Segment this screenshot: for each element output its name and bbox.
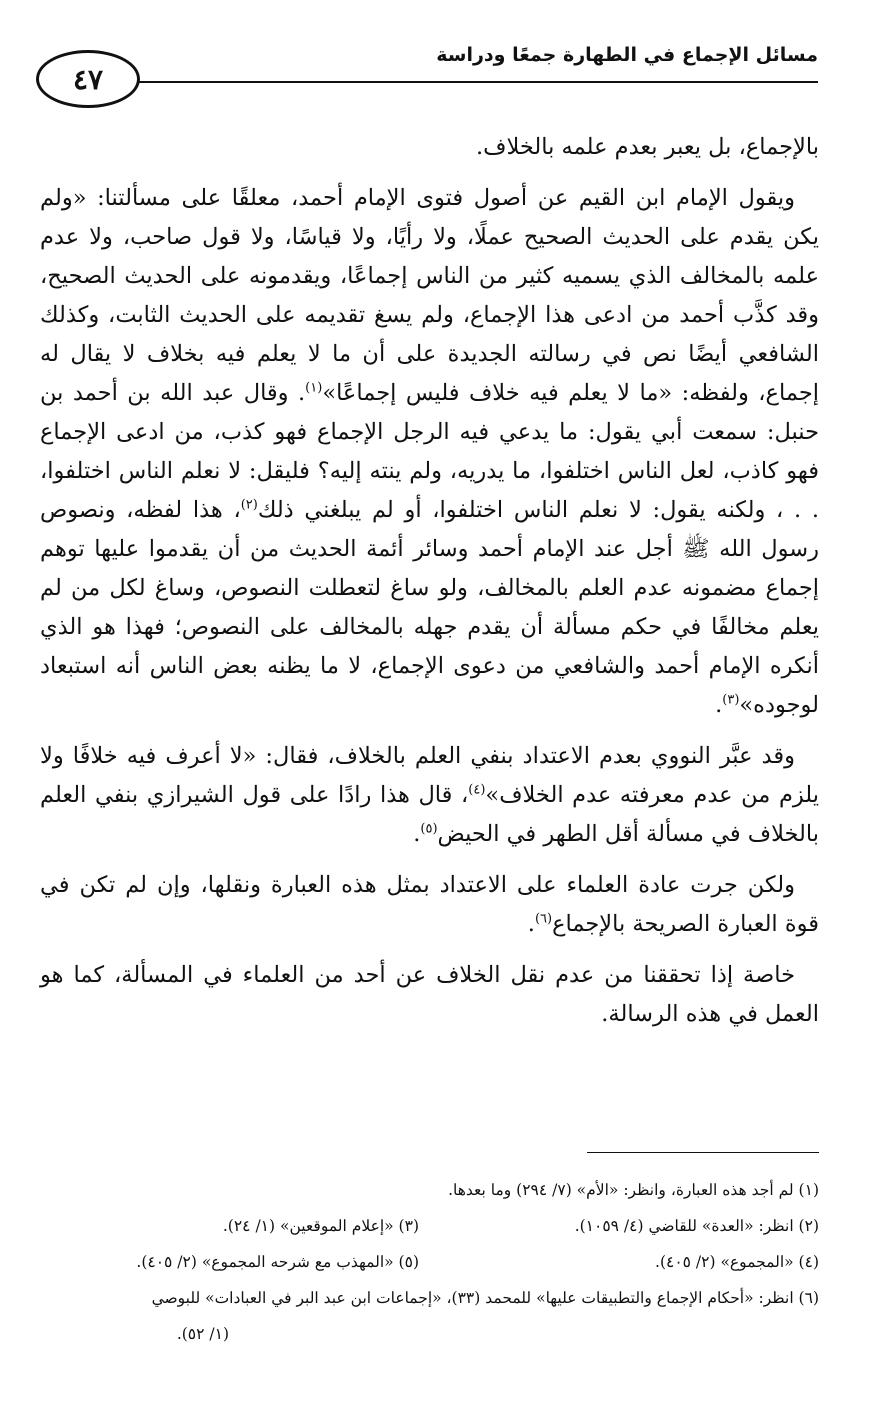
footnote-6: (٦) انظر: «أحكام الإجماع والتطبيقات عليها» للمحمد (٣٣)، «إجماعات ابن عبد البر في العبادات» للبوصي bbox=[151, 1289, 819, 1307]
footnote-2: (٢) انظر: «العدة» للقاضي (٤/ ١٠٥٩). bbox=[574, 1217, 819, 1235]
paragraph-4-end: . bbox=[527, 911, 535, 937]
footnote-row-4-5 bbox=[38, 1244, 819, 1280]
paragraph-2-part-b: . وقال عبد الله بن أحمد بن حنبل: سمعت أبي يقول: ما يدعي فيه الرجل الإجماع فهو كذب، من ادعى الإجماع فهو كاذب، لعل الناس اختلفوا، ما يدريه، ولم ينته إليه؟ فليقل: لا نعلم الناس اختلفوا، . . ، ولكنه يقول: لا نعلم الناس اختلفوا، أو لم يبلغني ذلك bbox=[40, 380, 819, 523]
footnote-1: (١) لم أجد هذه العبارة، وانظر: «الأم» (٧/ ٢٩٤) وما بعدها. bbox=[448, 1181, 819, 1199]
paragraph-3-end: . bbox=[413, 821, 421, 847]
footnote-ref-1[interactable]: (١) bbox=[305, 380, 323, 396]
footnote-ref-5[interactable]: (٥) bbox=[420, 821, 438, 837]
header-rule bbox=[136, 81, 818, 83]
footnotes bbox=[38, 1172, 819, 1352]
footnote-4: (٤) «المجموع» (٢/ ٤٠٥). bbox=[655, 1253, 819, 1271]
paragraph-2 bbox=[40, 179, 819, 725]
paragraph-3 bbox=[40, 737, 819, 854]
paragraph-2-end: . bbox=[715, 692, 723, 718]
paragraph-3-part-b: ، قال هذا رادًا على قول الشيرازي بنفي العلم بالخلاف في مسألة أقل الطهر في الحيض bbox=[40, 782, 819, 847]
page-header bbox=[36, 38, 818, 116]
page-number-oval bbox=[36, 50, 140, 108]
paragraph-4-text: ولكن جرت عادة العلماء على الاعتداد بمثل هذه العبارة ونقلها، وإن لم تكن في قوة العبارة الصريحة بالإجماع bbox=[40, 872, 819, 937]
paragraph-1: بالإجماع، بل يعبر بعدم علمه بالخلاف. bbox=[476, 134, 819, 160]
paragraph-4 bbox=[40, 866, 819, 944]
paragraph-2-part-c: ، هذا لفظه، ونصوص رسول الله ﷺ أجل عند الإمام أحمد وسائر أئمة الحديث من أن يقدموا عليها توهم إجماع مضمونه عدم العلم بالمخالف، ولو ساغ لتعطلت النصوص، وساغ لكل من لم يعلم مخالفًا في حكم مسألة أن يقدم جهله بالمخالف على النصوص؛ فهذا هو الذي أنكره الإمام أحمد والشافعي من دعوى الإجماع، لا ما يظنه بعض الناس أنه استبعاد لوجوده» bbox=[40, 497, 819, 718]
footnote-separator bbox=[587, 1152, 819, 1153]
footnote-ref-4[interactable]: (٤) bbox=[468, 782, 486, 798]
paragraph-2-part-a: ويقول الإمام ابن القيم عن أصول فتوى الإمام أحمد، معلقًا على مسألتنا: «ولم يكن يقدم على الحديث الصحيح عملًا، ولا رأيًا، ولا قياسًا، ولا قول صاحب، ولا عدم علمه بالمخالف الذي يسميه كثير من الناس إجماعًا، ويقدمونه على الحديث الصحيح، وقد كذَّب أحمد من ادعى هذا الإجماع، ولم يسغ تقديمه على الحديث الثابت، وكذلك الشافعي أيضًا نص في رسالته الجديدة على أن ما لا يعلم فيه بخلاف لا يقال له إجماع، ولفظه: «ما لا يعلم فيه خلاف فليس إجماعًا» bbox=[40, 185, 819, 406]
footnote-3: (٣) «إعلام الموقعين» (١/ ٢٤). bbox=[222, 1217, 419, 1235]
footnote-ref-3[interactable]: (٣) bbox=[722, 692, 740, 708]
paragraph-3-part-a: وقد عبَّر النووي بعدم الاعتداد بنفي العلم بالخلاف، فقال: «لا أعرف فيه خلافًا ولا يلزم من عدم معرفته عدم الخلاف» bbox=[40, 743, 820, 808]
footnote-row-2-3 bbox=[38, 1208, 819, 1244]
footnote-ref-6[interactable]: (٦) bbox=[534, 911, 553, 927]
paragraph-5: خاصة إذا تحققنا من عدم نقل الخلاف عن أحد من العلماء في المسألة، كما هو العمل في هذه الرسالة. bbox=[40, 962, 819, 1027]
footnote-5: (٥) «المهذب مع شرحه المجموع» (٢/ ٤٠٥). bbox=[136, 1253, 419, 1271]
footnote-6-continued: (١/ ٥٢). bbox=[176, 1325, 229, 1343]
main-text bbox=[40, 128, 819, 1046]
footnote-ref-2[interactable]: (٢) bbox=[240, 497, 258, 513]
page-number: ٤٧ bbox=[72, 62, 104, 96]
book-title: مسائل الإجماع في الطهارة جمعًا ودراسة bbox=[436, 44, 818, 66]
